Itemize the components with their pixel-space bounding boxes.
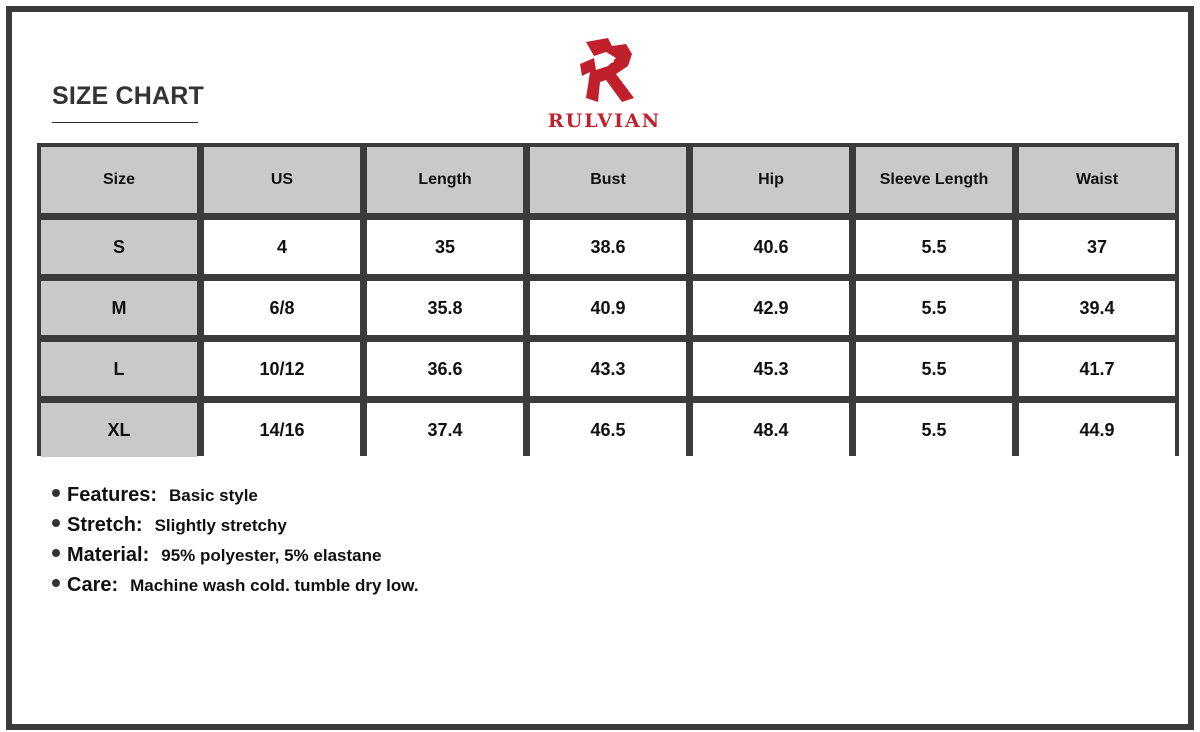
table-header-cell: Sleeve Length [856, 147, 1012, 213]
table-cell: 5.5 [856, 220, 1012, 274]
table-cell: 45.3 [693, 342, 849, 396]
table-size-cell: S [41, 220, 197, 274]
table-cell: 35 [367, 220, 523, 274]
bullet-icon [52, 519, 60, 527]
table-cell: 39.4 [1019, 281, 1175, 335]
detail-label: Care: [67, 574, 119, 596]
table-cell: 10/12 [204, 342, 360, 396]
brand-name: RULVIAN [547, 110, 662, 132]
table-cell: 40.6 [693, 220, 849, 274]
table-size-cell: M [41, 281, 197, 335]
table-cell: 6/8 [204, 281, 360, 335]
table-size-cell: XL [41, 403, 197, 457]
table-cell: 48.4 [693, 403, 849, 457]
table-cell: 14/16 [204, 403, 360, 457]
table-header-cell: Hip [693, 147, 849, 213]
detail-item [52, 544, 419, 574]
table-cell: 37.4 [367, 403, 523, 457]
detail-label: Features: [67, 484, 158, 506]
size-table [37, 143, 1179, 456]
title-underline [52, 122, 198, 123]
bullet-icon [52, 579, 60, 587]
brand-logo [542, 36, 667, 136]
detail-item [52, 484, 419, 514]
page-title: SIZE CHART [52, 82, 204, 110]
table-header-cell: Waist [1019, 147, 1175, 213]
product-details [52, 484, 419, 604]
detail-label: Stretch: [67, 514, 143, 536]
table-cell: 44.9 [1019, 403, 1175, 457]
detail-value: Slightly stretchy [154, 516, 287, 535]
table-cell: 4 [204, 220, 360, 274]
detail-value: 95% polyester, 5% elastane [161, 546, 382, 565]
table-cell: 43.3 [530, 342, 686, 396]
table-cell: 46.5 [530, 403, 686, 457]
detail-item [52, 514, 419, 544]
table-size-cell: L [41, 342, 197, 396]
table-header-cell: Size [41, 147, 197, 213]
rulvian-r-logo-icon [542, 36, 667, 112]
table-cell: 40.9 [530, 281, 686, 335]
detail-value: Basic style [169, 486, 258, 505]
detail-label: Material: [67, 544, 150, 566]
table-header-cell: US [204, 147, 360, 213]
table-cell: 5.5 [856, 342, 1012, 396]
table-cell: 42.9 [693, 281, 849, 335]
bullet-icon [52, 549, 60, 557]
bullet-icon [52, 489, 60, 497]
table-cell: 37 [1019, 220, 1175, 274]
table-cell: 38.6 [530, 220, 686, 274]
table-header-cell: Bust [530, 147, 686, 213]
table-cell: 5.5 [856, 281, 1012, 335]
table-cell: 41.7 [1019, 342, 1175, 396]
table-cell: 35.8 [367, 281, 523, 335]
table-cell: 36.6 [367, 342, 523, 396]
detail-item [52, 574, 419, 604]
page-frame [6, 6, 1194, 730]
table-cell: 5.5 [856, 403, 1012, 457]
detail-value: Machine wash cold. tumble dry low. [130, 576, 419, 595]
table-header-cell: Length [367, 147, 523, 213]
